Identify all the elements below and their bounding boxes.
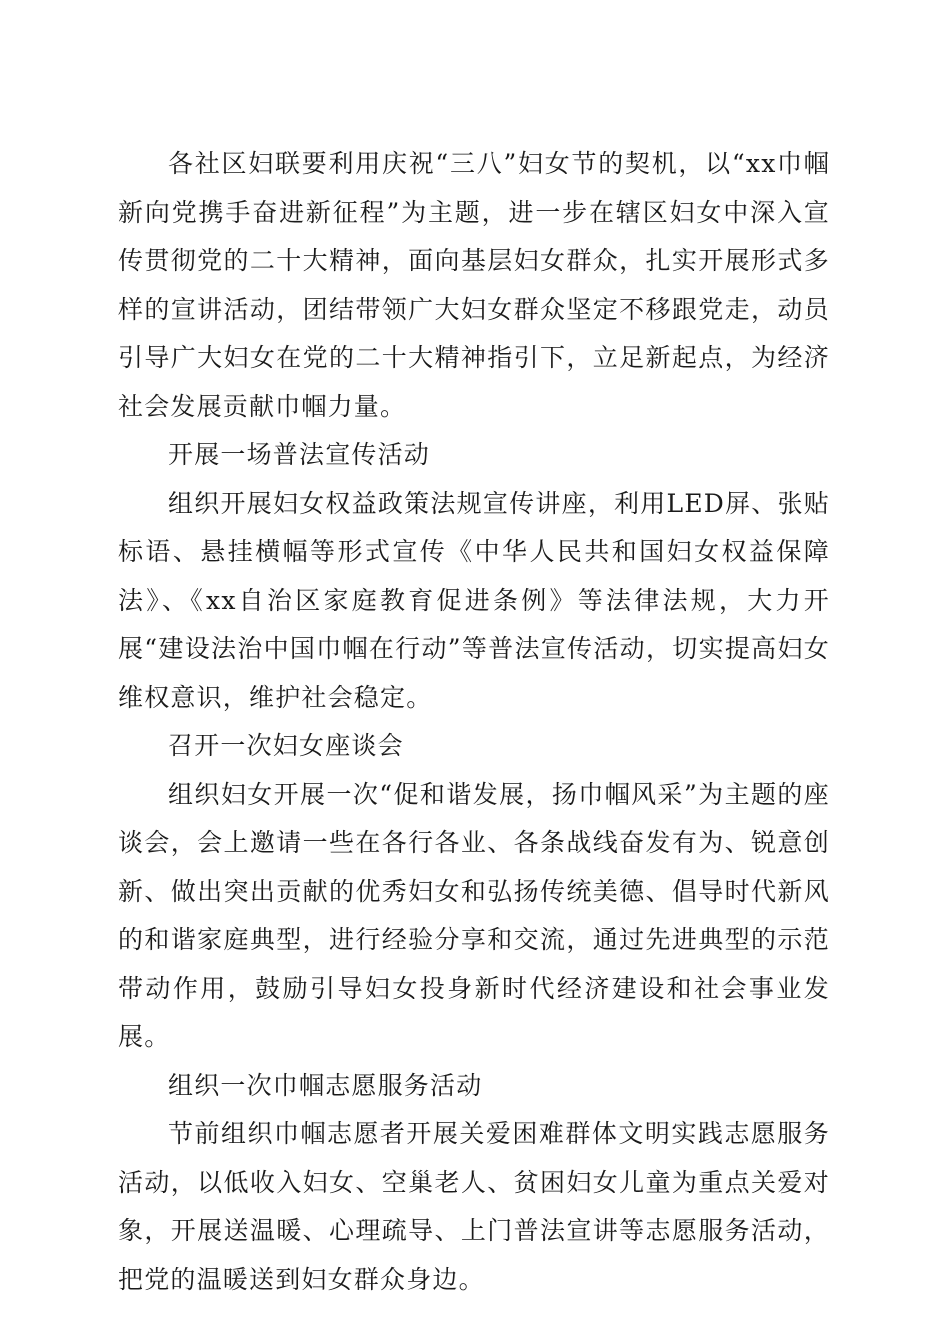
document-body <box>118 140 830 1304</box>
heading-volunteer-service: 组织一次巾帼志愿服务活动 <box>168 1070 483 1100</box>
paragraph-theme-promotion: 各社区妇联要利用庆祝“三八”妇女节的契机，以“xx巾帼新向党携手奋进新征程”为主题，进一步在辖区妇女中深入宣传贯彻党的二十大精神，面向基层妇女群众，扎实开展形式多样的宣讲活动，团结带领广大妇女群众坚定不移跟党走，动员引导广大妇女在党的二十大精神指引下，立足新起点，为经济社会发展贡献巾帼力量。 <box>118 149 830 421</box>
paragraph-volunteer-service: 节前组织巾帼志愿者开展关爱困难群体文明实践志愿服务活动，以低收入妇女、空巢老人、贫困妇女儿童为重点关爱对象，开展送温暖、心理疏导、上门普法宣讲等志愿服务活动，把党的温暖送到妇女群众身边。 <box>118 1119 830 1294</box>
heading-women-forum: 召开一次妇女座谈会 <box>168 731 404 760</box>
paragraph-legal-publicity: 组织开展妇女权益政策法规宣传讲座，利用LED屏、张贴标语、悬挂横幅等形式宣传《中华人民共和国妇女权益保障法》、《xx自治区家庭教育促进条例》等法律法规，大力开展“建设法治中国巾帼在行动”等普法宣传活动，切实提高妇女维权意识，维护社会稳定。 <box>118 488 830 712</box>
heading-legal-publicity: 开展一场普法宣传活动 <box>168 440 431 469</box>
paragraph-women-forum: 组织妇女开展一次“促和谐发展，扬巾帼风采”为主题的座谈会，会上邀请一些在各行各业、各条战线奋发有为、锐意创新、做出突出贡献的优秀妇女和弘扬传统美德、倡导时代新风的和谐家庭典型，进行经验分享和交流，通过先进典型的示范带动作用，鼓励引导妇女投身新时代经济建设和社会事业发展。 <box>118 779 830 1051</box>
